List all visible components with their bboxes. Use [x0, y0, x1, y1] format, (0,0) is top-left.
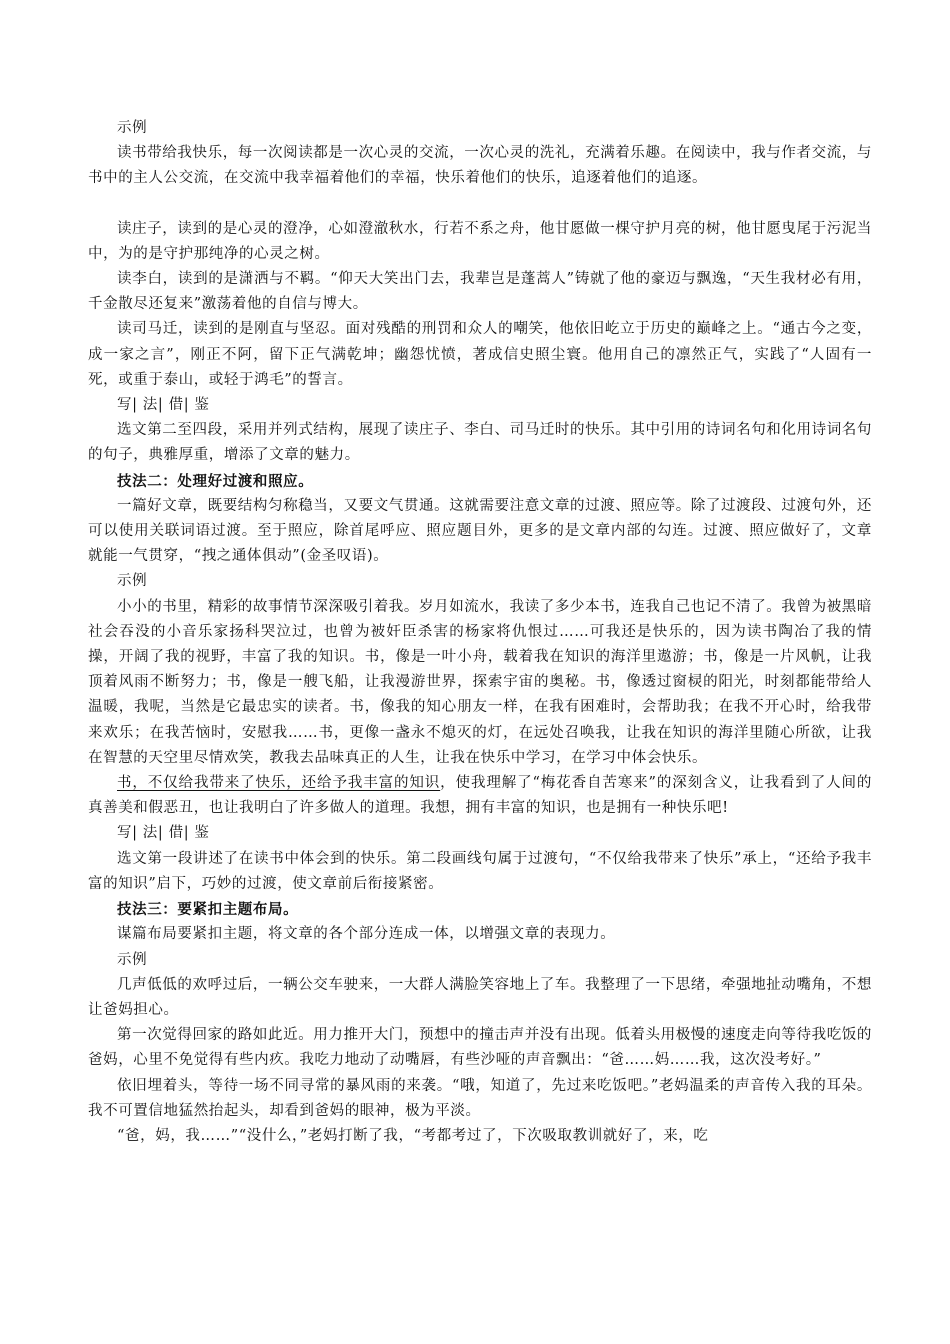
underlined-sentence: 书，不仅给我带来了快乐，还给予我丰富的知识 — [117, 775, 441, 792]
technique-paragraph: 谋篇布局要紧扣主题，将文章的各个部分连成一体，以增强文章的表现力。 — [117, 926, 616, 943]
libai-paragraph: 读李白，读到的是潇洒与不羁。“仰天大笑出门去，我辈岂是蓬蒿人”铸就了他的豪迈与飘逸，“天生我材必有用，千金散尽还复来”激荡着他的自信与博大。 — [88, 271, 872, 313]
spacer — [88, 192, 872, 217]
transition-paragraph — [88, 771, 872, 821]
intro-paragraph: 读书带给我快乐，每一次阅读都是一次心灵的交流，一次心灵的洗礼，充满着乐趣。在阅读中，我与作者交流，与书中的主人公交流，在交流中我幸福着他们的幸福，快乐着他们的快乐，追逐着他们的追逐。 — [88, 145, 872, 187]
example-label: 示例 — [117, 120, 148, 136]
analysis-paragraph: 选文第二至四段，采用并列式结构，展现了读庄子、李白、司马迁时的快乐。其中引用的诗词名句和化用诗词名句的句子，典雅厚重，增添了文章的魅力。 — [88, 422, 872, 464]
simaqian-paragraph: 读司马迁，读到的是刚直与坚忍。面对残酷的刑罚和众人的嘲笑，他依旧屹立于历史的巅峰之上。“通古今之变，成一家之言”，刚正不阿，留下正气满乾坤；幽怨忧愤，著成信史照尘寰。他用自己的凛然正气，实践了“人固有一死，或重于泰山，或轻于鸿毛”的誓言。 — [88, 321, 872, 388]
example-label: 示例 — [117, 573, 148, 590]
story-paragraph: 几声低低的欢呼过后，一辆公交车驶来，一大群人满脸笑容地上了车。我整理了一下思绪，牵强地扯动嘴角，不想让爸妈担心。 — [88, 976, 872, 1018]
example-label: 示例 — [117, 951, 148, 968]
story-paragraph: 依旧埋着头，等待一场不同寻常的暴风雨的来袭。“哦，知道了，先过来吃饭吧。”老妈温柔的声音传入我的耳朵。我不可置信地猛然抬起头，却看到爸妈的眼神，极为平淡。 — [88, 1077, 872, 1119]
technique-heading: 技法二：处理好过渡和照应。 — [117, 472, 314, 490]
story-paragraph: 第一次觉得回家的路如此近。用力推开大门，预想中的撞击声并没有出现。低着头用极慢的速度走向等待我吃饭的爸妈，心里不免觉得有些内疚。我吃力地动了动嘴唇，有些沙哑的声音飘出：“爸……妈……我，这次没考好。” — [88, 1027, 872, 1069]
writing-tips-label: 写| 法| 借| 鉴 — [117, 397, 210, 414]
example-paragraph: 小小的书里，精彩的故事情节深深吸引着我。岁月如流水，我读了多少本书，连我自己也记不清了。我曾为被黑暗社会吞没的小音乐家扬科哭泣过，也曾为被奸臣杀害的杨家将仇恨过……可我还是快乐的，因为读书陶冶了我的情操，开阔了我的视野，丰富了我的知识。书，像是一叶小舟，载着我在知识的海洋里遨游；书，像是一片风帆，让我顶着风雨不断努力；书，像是一艘飞船，让我漫游世界，探索宇宙的奥秘。书，像透过窗棂的阳光，时刻都能带给人温暖，我呢，当然是它最忠实的读者。书，像我的知心朋友一样，在我有困难时，会帮助我；在我不开心时，给我带来欢乐；在我苦恼时，安慰我……书，更像一盏永不熄灭的灯，在远处召唤我，让我在知识的海洋里随心所欲，让我在智慧的天空里尽情欢笑，教我去品味真正的人生，让我在快乐中学习，在学习中体会快乐。 — [88, 598, 872, 766]
technique-heading: 技法三：要紧扣主题布局。 — [117, 901, 299, 919]
analysis-paragraph: 选文第一段讲述了在读书中体会到的快乐。第二段画线句属于过渡句，“不仅给我带来了快乐”承上，“还给予我丰富的知识”启下，巧妙的过渡，使文章前后衔接紧密。 — [88, 850, 872, 892]
transition-paragraph-rest: ，使我理解了“梅花香自苦寒来”的深刻含义，让我看到了人间的真善美和假恶丑，也让我明白了许多做人的道理。我想，拥有丰富的知识，也是拥有一种快乐吧! — [88, 775, 872, 817]
zhuangzi-paragraph: 读庄子，读到的是心灵的澄净，心如澄澈秋水，行若不系之舟，他甘愿做一棵守护月亮的树，他甘愿曳尾于污泥当中，为的是守护那纯净的心灵之树。 — [88, 220, 872, 262]
story-paragraph: “爸，妈，我……”“没什么，”老妈打断了我，“考都考过了，下次吸取教训就好了，来，吃 — [117, 1127, 709, 1144]
technique-paragraph: 一篇好文章，既要结构匀称稳当，又要文气贯通。这就需要注意文章的过渡、照应等。除了过渡段、过渡句外，还可以使用关联词语过渡。至于照应，除首尾呼应、照应题目外，更多的是文章内部的勾连。过渡、照应做好了，文章就能一气贯穿，“拽之通体俱动”(金圣叹语)。 — [88, 497, 872, 565]
writing-tips-label: 写| 法| 借| 鉴 — [117, 825, 210, 842]
